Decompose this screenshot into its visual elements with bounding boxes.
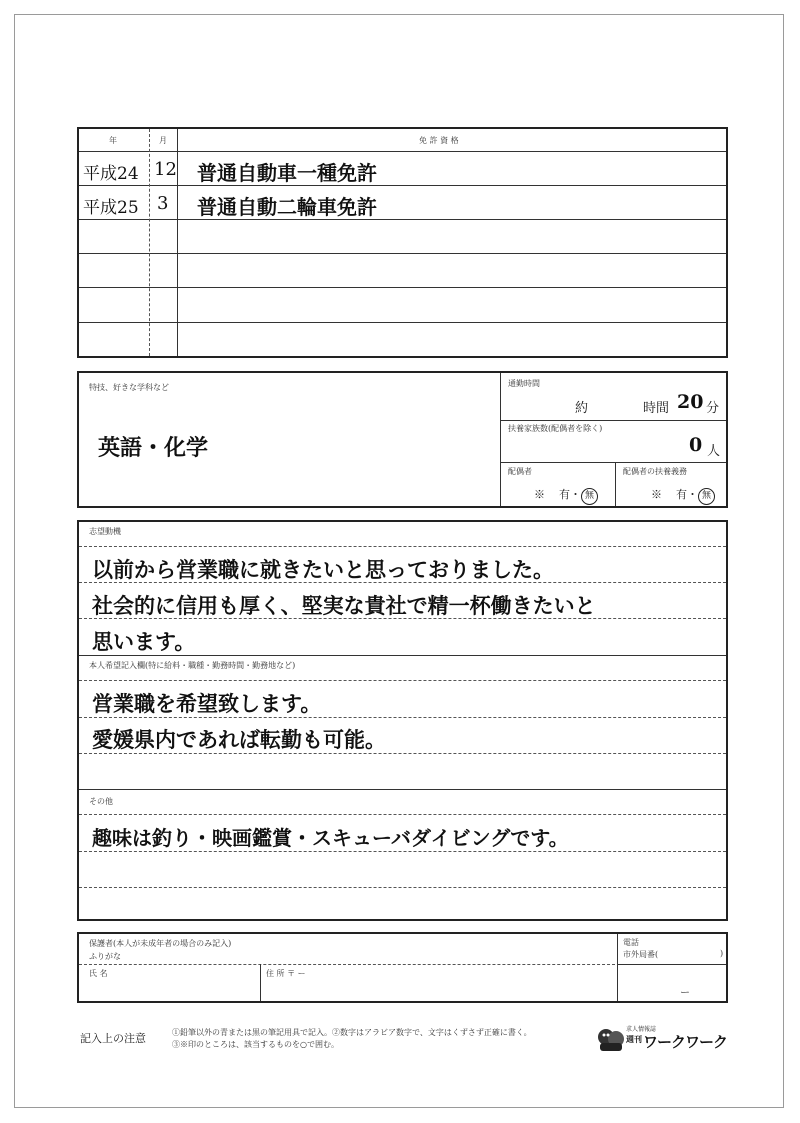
dashed-line (79, 851, 726, 852)
spouse-no-circled: 無 (581, 488, 598, 505)
guardian-name-label: 氏 名 (89, 969, 108, 978)
guardian-section (77, 932, 728, 1003)
commute-minutes-unit: 分 (706, 401, 720, 416)
request-line-2: 愛媛県内であれば転勤も可能。 (92, 727, 386, 752)
commute-approx: 約 (575, 401, 589, 416)
month-header: 月 (159, 136, 167, 145)
logo-tag: 求人情報誌 (626, 1026, 657, 1033)
license-year-2: 平成25 (83, 198, 139, 218)
dashed-line (79, 680, 726, 681)
support-no-circled: 無 (698, 488, 715, 505)
request-label: 本人希望記入欄(特に給料・職種・勤務時間・勤務地など) (89, 661, 296, 670)
skills-section (77, 371, 728, 508)
divider (79, 789, 726, 790)
license-text-1: 普通自動車一種免許 (197, 161, 377, 185)
spouse-choice: ※ 有・ 無 (534, 486, 598, 505)
logo-weekly: 週刊 (626, 1035, 642, 1044)
motive-line-3: 思います。 (92, 629, 196, 654)
motive-line-2: 社会的に信用も厚く、堅実な貴社で精一杯働きたいと (92, 593, 596, 618)
workwork-logo (596, 1023, 728, 1053)
skills-value: 英語・化学 (98, 435, 209, 461)
notes-line-2: ③※印のところは、該当するものを○で囲む。 (172, 1040, 339, 1049)
phone-dash: ー (680, 988, 690, 999)
divider (500, 462, 726, 463)
divider (617, 964, 726, 965)
spouse-label: 配偶者 (508, 467, 532, 476)
spouse-support-choice: ※ 有・ 無 (651, 486, 715, 505)
spouse-support-label: 配偶者の扶養義務 (623, 467, 687, 476)
notes-title: 記入上の注意 (80, 1032, 146, 1045)
commute-label: 通勤時間 (508, 379, 540, 388)
divider (79, 655, 726, 656)
guardian-label: 保護者(本人が未成年者の場合のみ記入) (89, 939, 232, 948)
license-month-2: 3 (157, 193, 169, 214)
support-yes: 有 (676, 488, 687, 501)
phone-label: 電話 (623, 938, 639, 947)
dependents-unit: 人 (707, 444, 721, 459)
dashed-line (79, 814, 726, 815)
divider (617, 934, 618, 1001)
notes-line-1: ①鉛筆以外の青または黒の筆記用具で記入。②数字はアラビア数字で、文字はくずさず正確に書く。 (172, 1028, 532, 1037)
year-month-divider (149, 129, 150, 356)
dashed-line (79, 887, 726, 888)
dependents-value: 0 (689, 434, 703, 456)
divider (500, 373, 501, 506)
license-table (77, 127, 728, 358)
divider (260, 964, 261, 1001)
mark-symbol: ※ (651, 488, 662, 501)
phone-close: ) (720, 949, 724, 958)
furigana-label: ふりがな (89, 952, 121, 961)
other-label: その他 (89, 797, 113, 806)
dependents-label: 扶養家族数(配偶者を除く) (508, 424, 603, 433)
license-year-1: 平成24 (83, 164, 139, 184)
motive-section (77, 520, 728, 921)
guardian-address-label: 住 所 〒 ー (266, 969, 306, 978)
divider (500, 420, 726, 421)
divider (615, 462, 616, 506)
commute-minutes: 20 (677, 391, 704, 413)
mark-symbol: ※ (534, 488, 545, 501)
motive-line-1: 以前から営業職に就きたいと思っておりました。 (92, 557, 554, 582)
logo-brand: ワークワーク (643, 1033, 728, 1051)
license-month-1: 12 (154, 159, 177, 180)
month-qual-divider (177, 129, 178, 356)
mascot-icon (596, 1023, 626, 1053)
phone-area-code-label: 市外局番( (623, 950, 659, 959)
dashed-line (79, 546, 726, 547)
spouse-yes: 有 (559, 488, 570, 501)
license-text-2: 普通自動二輪車免許 (197, 195, 377, 219)
dashed-line (79, 964, 615, 965)
year-header: 年 (109, 136, 117, 145)
request-line-1: 営業職を希望致します。 (92, 691, 322, 716)
qualification-header: 免 許 資 格 (419, 136, 459, 145)
skills-label: 特技、好きな学科など (89, 383, 169, 392)
other-line-1: 趣味は釣り・映画鑑賞・スキューバダイビングです。 (92, 826, 569, 850)
commute-hours-label: 時間 (643, 401, 670, 416)
motive-label: 志望動機 (89, 527, 121, 536)
